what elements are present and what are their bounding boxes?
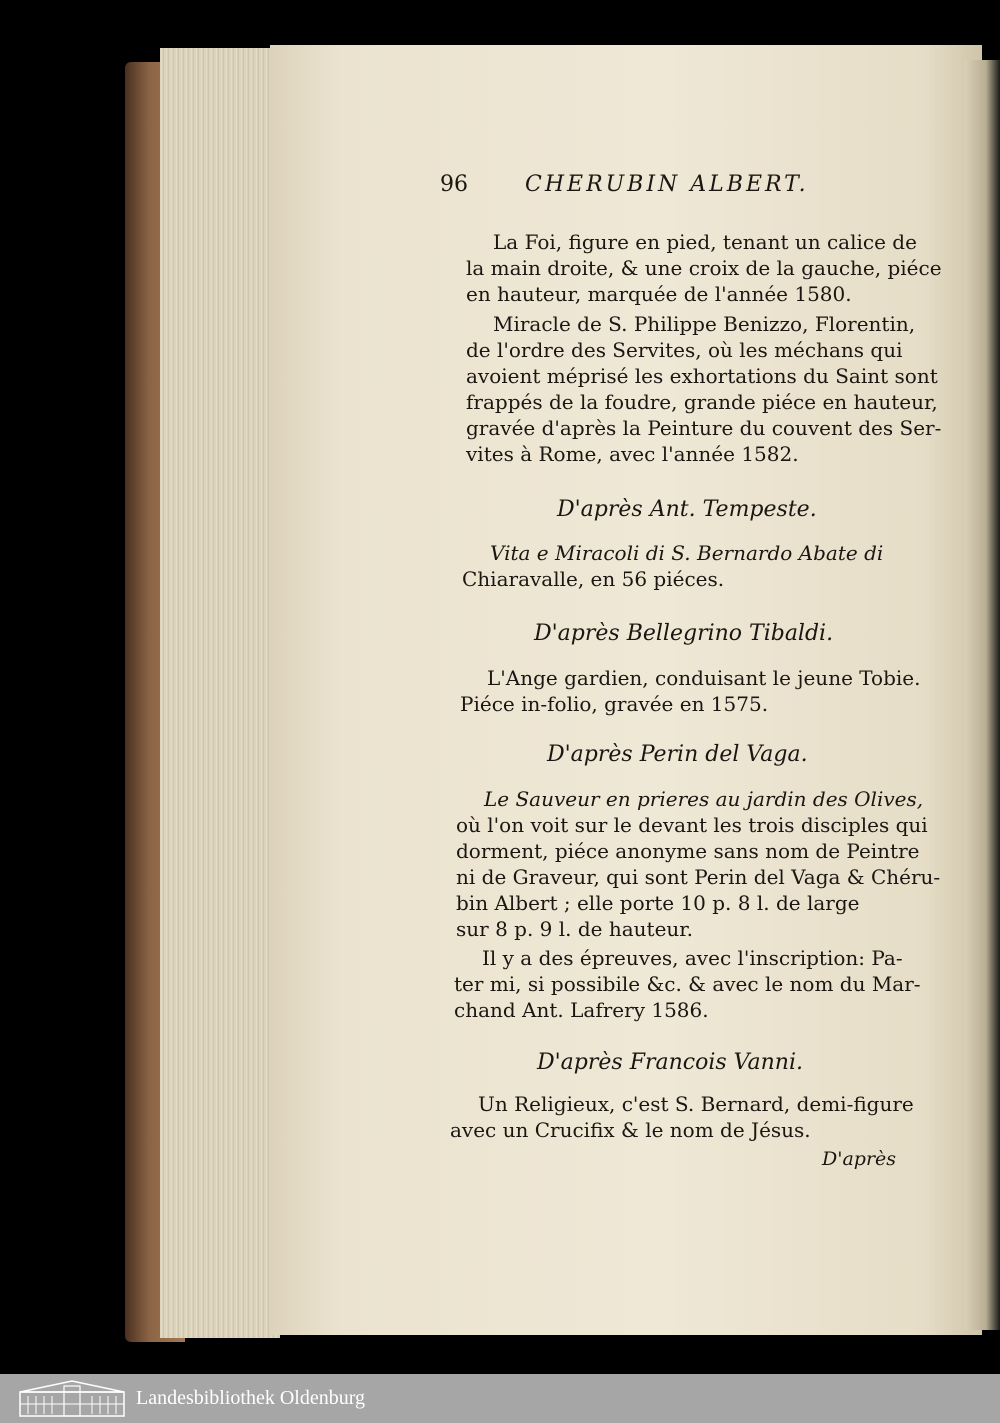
text-line: gravée d'après la Peinture du couvent des Ser- xyxy=(466,416,942,440)
footer-institution: Landesbibliothek Oldenburg xyxy=(136,1387,366,1409)
text-line: frappés de la foudre, grande piéce en hauteur, xyxy=(466,390,938,414)
text-line: vites à Rome, avec l'année 1582. xyxy=(466,442,799,466)
text-line: Vita e Miracoli di S. Bernardo Abate di xyxy=(490,541,884,565)
text-line: avec un Crucifix & le nom de Jésus. xyxy=(450,1118,811,1142)
text-line: de l'ordre des Servites, où les méchans qui xyxy=(466,338,903,362)
text-line: la main droite, & une croix de la gauche, piéce xyxy=(466,256,942,280)
text-line: La Foi, figure en pied, tenant un calice de xyxy=(493,230,917,254)
text-line: sur 8 p. 9 l. de hauteur. xyxy=(456,917,694,941)
text-line: Un Religieux, c'est S. Bernard, demi-figure xyxy=(478,1092,914,1116)
footer-bar xyxy=(0,1374,1000,1423)
text-line: Chiaravalle, en 56 piéces. xyxy=(462,567,725,591)
section-heading: D'après Ant. Tempeste. xyxy=(557,497,817,522)
text-line: ter mi, si possibile &c. & avec le nom du Mar- xyxy=(454,972,921,996)
page-stack-edges xyxy=(160,48,280,1338)
text-line: ni de Graveur, qui sont Perin del Vaga & Chéru- xyxy=(456,865,941,889)
section-heading: D'après Francois Vanni. xyxy=(537,1050,804,1075)
text-line: dorment, piéce anonyme sans nom de Peintre xyxy=(456,839,920,863)
section-heading: D'après Perin del Vaga. xyxy=(547,742,808,767)
text-line: Miracle de S. Philippe Benizzo, Florentin, xyxy=(493,312,916,336)
running-title: CHERUBIN ALBERT. xyxy=(525,172,809,197)
facing-page-edge xyxy=(965,60,1000,1330)
text-line: avoient méprisé les exhortations du Saint sont xyxy=(466,364,938,388)
catchword: D'après xyxy=(822,1148,897,1170)
text-line: bin Albert ; elle porte 10 p. 8 l. de large xyxy=(456,891,860,915)
text-line: Le Sauveur en prieres au jardin des Olives, xyxy=(484,787,924,811)
section-heading: D'après Bellegrino Tibaldi. xyxy=(534,621,834,646)
text-line: Piéce in-folio, gravée en 1575. xyxy=(460,692,769,716)
text-line: en hauteur, marquée de l'année 1580. xyxy=(466,282,852,306)
text-line: Il y a des épreuves, avec l'inscription: Pa- xyxy=(482,946,903,970)
text-line: L'Ange gardien, conduisant le jeune Tobie. xyxy=(487,666,921,690)
text-line: où l'on voit sur le devant les trois disciples qui xyxy=(456,813,928,837)
page-number: 96 xyxy=(440,172,468,197)
library-building-icon xyxy=(18,1378,126,1418)
text-line: chand Ant. Lafrery 1586. xyxy=(454,998,709,1022)
